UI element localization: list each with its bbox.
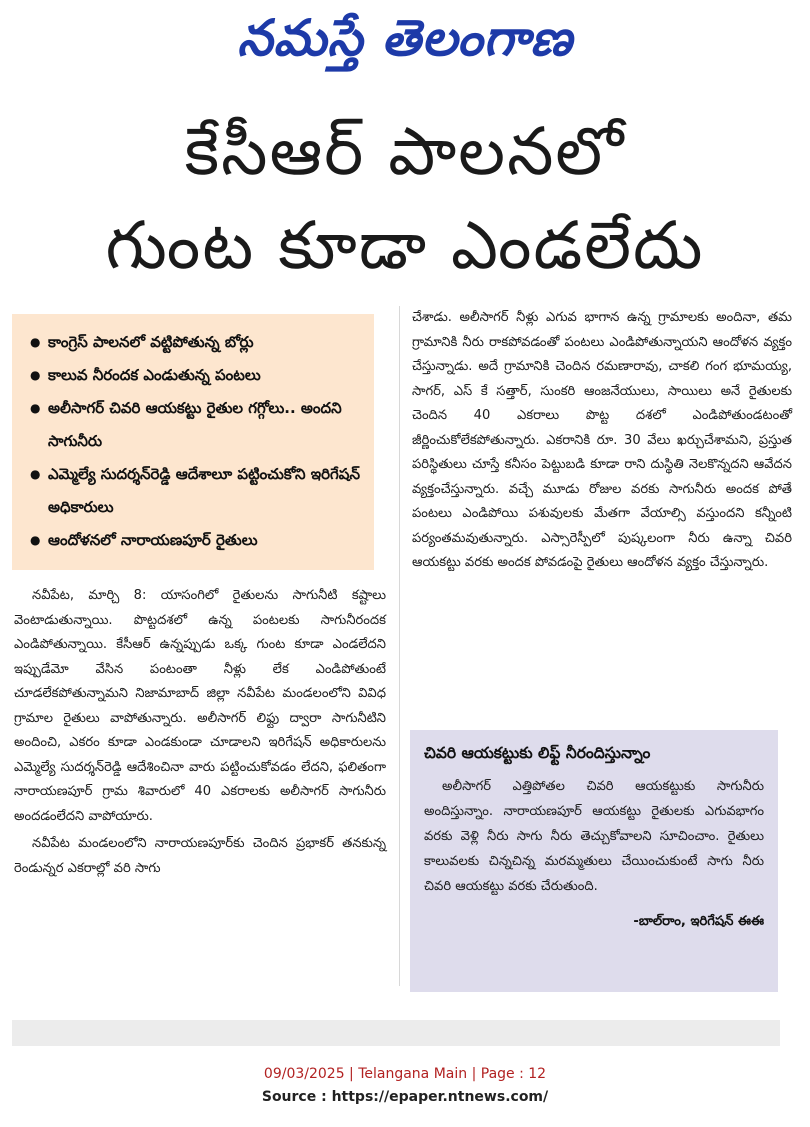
bullet-icon: ● [30,335,41,349]
headline-line-1: కేసీఆర్ పాలనలో [184,113,626,190]
highlight-item [30,359,364,392]
article-paragraph: నవీపేట మండలంలోని నారాయణపూర్‌కు చెందిన ప్రభాకర్ తనకున్న రెండున్నర ఎకరాల్లో వరి సాగు [14,836,386,876]
sidebox-body: అలీసాగర్ ఎత్తిపోతల చివరి ఆయకట్టుకు సాగునీరు అందిస్తున్నాం. నారాయణపూర్ ఆయకట్టు రైతులకు ఎగువభాగం వరకు వెళ్లి నీరు సాగు నీరు తెచ్చుకోవాలని సూచించాం. రైతులు కాలువలకు చిన్నచిన్న మరమ్మతులు చేయించుకుంటే సాగు నీరు చివరి ఆయకట్టు వరకు చేరుతుంది. [424,779,764,894]
highlight-item [30,458,364,524]
masthead-logo: నమస్తే తెలంగాణ [237,9,573,67]
headline-line-2: గుంట కూడా ఎండలేదు [105,207,705,284]
bullet-icon: ● [30,467,41,481]
article-column-right [412,306,792,576]
highlight-item [30,524,364,557]
footer-source-link[interactable]: Source : https://epaper.ntnews.com/ [261,1089,549,1105]
sidebox-signature: -బాల్‌రాం, ఇరిగేషన్ ఈఈ [633,914,764,929]
sidebox-quote [410,730,778,992]
bullet-icon: ● [30,401,41,415]
highlight-text: ఆందోళనలో నారాయణపూర్ రైతులు [48,531,258,549]
highlight-text: ఎమ్మెల్యే సుదర్శన్‌రెడ్డి ఆదేశాలూ పట్టించుకోని ఇరిగేషన్ అధికారులు [48,465,361,516]
bullet-icon: ● [30,533,41,547]
highlights-box [12,314,374,570]
sidebox-title: చివరి ఆయకట్టుకు లిఫ్ట్ నీరందిస్తున్నాం [424,744,651,762]
highlight-text: కాలువ నీరందక ఎండుతున్న పంటలు [48,366,261,384]
footer-edition-info: 09/03/2025 | Telangana Main | Page : 12 [263,1066,547,1082]
highlight-text: కాంగ్రెస్ పాలనలో వట్టిపోతున్న బోర్లు [48,333,254,351]
article-paragraph: నవీపేట, మార్చి 8: యాసంగిలో రైతులను సాగునీటి కష్టాలు వెంటాడుతున్నాయి. పొట్టదశలో ఉన్న పంటలకు సాగునీరందక ఎండిపోతున్నాయి. కేసీఆర్ ఉన్నప్పుడు ఒక్క గుంట కూడా ఎండలేదని ఇప్పుడేమో వేసిన పంటంతా నీళ్లు లేక ఎండిపోతుంటే చూడలేకపోతున్నామని నిజామాబాద్ జిల్లా నవీపేట మండలంలోని వివిధ గ్రామాల రైతులు వాపోతున్నారు. అలీసాగర్ లిఫ్టు ద్వారా సాగునీటిని అందించి, ఎకరం కూడా ఎండకుండా చూడాలని ఇరిగేషన్ అధికారులను ఎమ్మెల్యే సుదర్శన్‌రెడ్డి ఆదేశించినా వారు పట్టించుకోవడం లేదని, ఫలితంగా నారాయణపూర్ గ్రామ శివారులో 40 ఎకరాలకు అలీసాగర్ సాగునీరు అందడంలేదని వాపోయారు. [14,588,386,824]
bottom-strip [12,1020,780,1046]
bullet-icon: ● [30,368,41,382]
highlight-text: అలీసాగర్ చివరి ఆయకట్టు రైతుల గగ్గోలు.. అందని సాగునీరు [48,399,342,450]
article-paragraph: చేశాడు. అలీసాగర్ నీళ్లు ఎగువ భాగాన ఉన్న గ్రామాలకు అందినా, తమ గ్రామానికి నీరు రాకపోవడంతో పంటలు ఎండిపోతున్నాయని ఆందోళన వ్యక్తం చేస్తున్నాడు. అదే గ్రామానికి చెందిన రమణారావు, చాకలి గంగ భూమయ్య, సాగర్, ఎస్ కే సత్తార్, సుంకరి ఆంజనేయులు, సాయిలు అనే రైతులకు చెందిన 40 ఎకరాలు పొట్ట దశలో ఎండిపోతుండటంతో జీర్ణించుకోలేకపోతున్నారు. ఎకరానికి రూ. 30 వేలు ఖర్చుచేశామని, ప్రస్తుత పరిస్థితులు చూస్తే కనీసం పెట్టుబడి కూడా రాని దుస్థితి నెలకొన్నదని ఆవేదన వ్యక్తంచేస్తున్నారు. వచ్చే మూడు రోజుల వరకు సాగునీరు అందక పోతే పంటలు ఎండిపోయి పశువులకు మేతగా వేయాల్సి వస్తుందని కన్నీంటి పర్యంతమవుతున్నారు. ఎస్సారెస్పీలో పుష్కలంగా నీరు ఉన్నా చివరి ఆయకట్టు వరకు అందక పోవడంపై రైతులు ఆందోళన వ్యక్తం చేస్తున్నారు. [412,310,792,570]
highlight-item [30,326,364,359]
highlight-item [30,392,364,458]
column-divider [399,306,400,986]
article-column-left [14,584,386,884]
